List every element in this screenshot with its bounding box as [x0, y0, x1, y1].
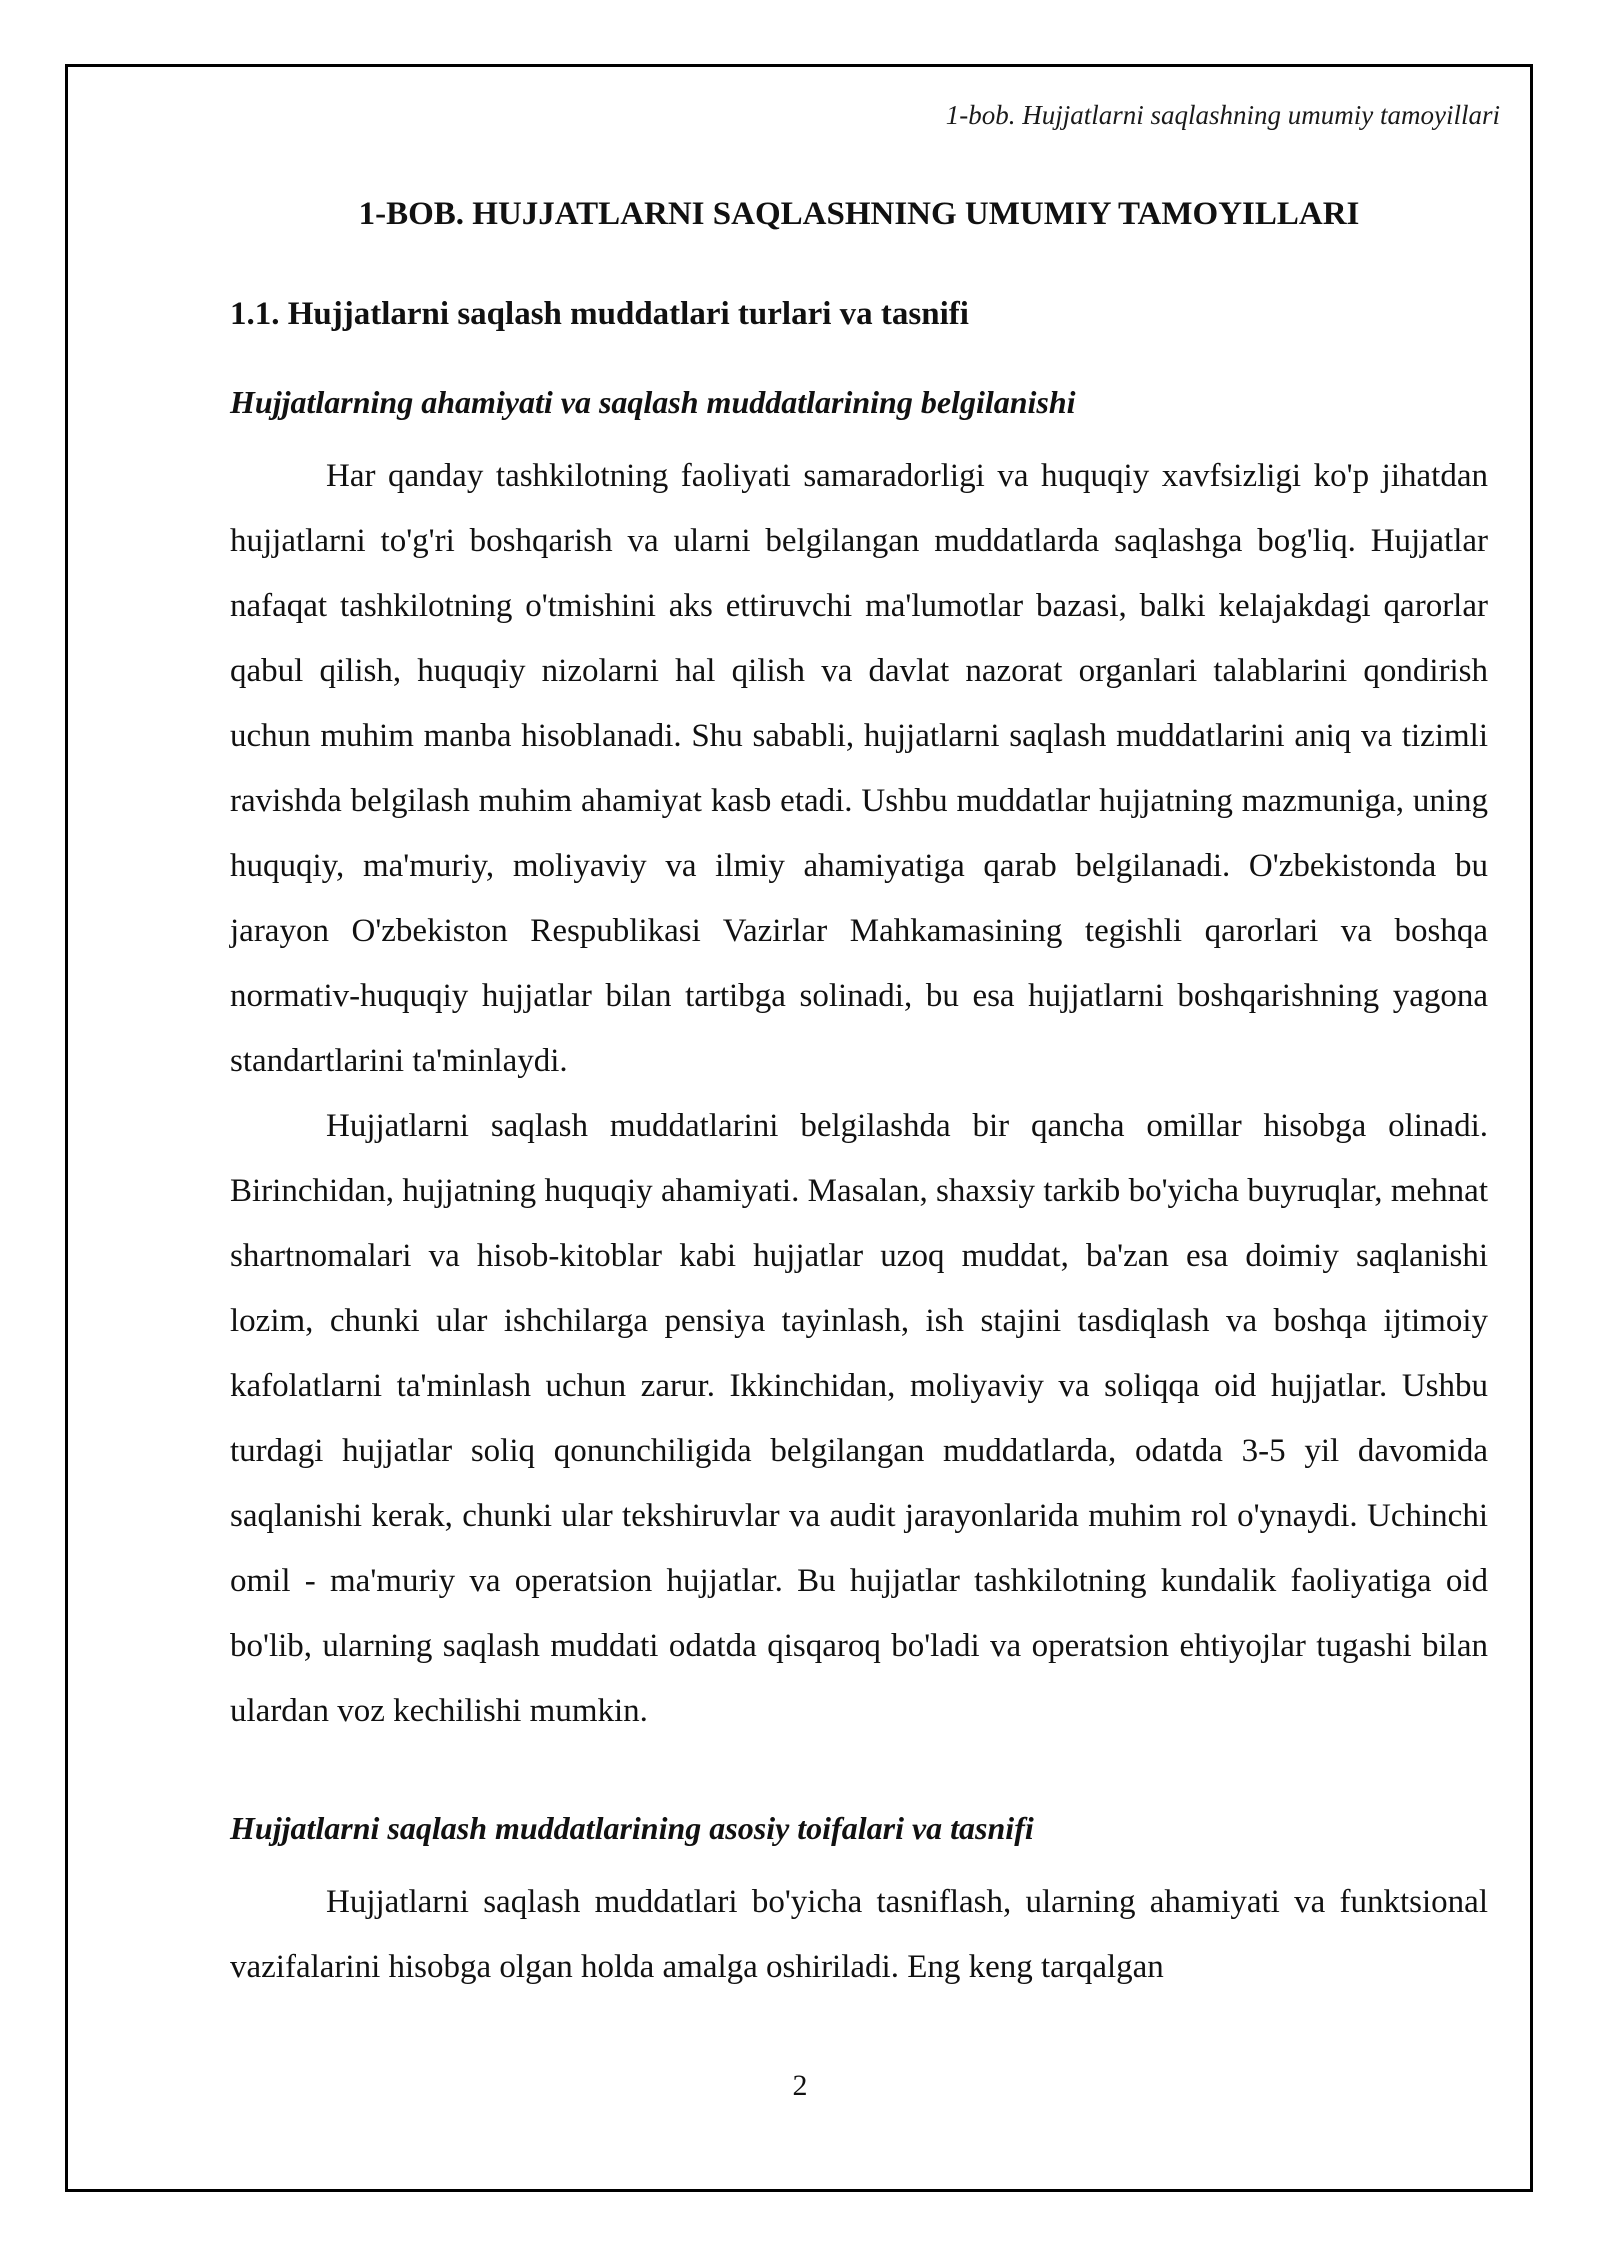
paragraph-3: Hujjatlarni saqlash muddatlari bo'yicha tasniflash, ularning ahamiyati va funktsional vazifalarini hisobga olgan holda amalga oshiriladi. Eng keng tarqalgan — [230, 1884, 1488, 1985]
page-number: 2 — [792, 2069, 808, 2102]
subsection-heading-2: Hujjatlarni saqlash muddatlarining asosiy toifalari va tasnifi — [230, 1810, 1034, 1846]
subsection-heading-1: Hujjatlarning ahamiyati va saqlash muddatlarining belgilanishi — [230, 384, 1076, 420]
page-content — [230, 180, 1488, 2000]
chapter-title: 1-BOB. HUJJATLARNI SAQLASHNING UMUMIY TAMOYILLARI — [358, 196, 1360, 232]
running-header: 1-bob. Hujjatlarni saqlashning umumiy tamoyillari — [945, 100, 1500, 130]
paragraph-2: Hujjatlarni saqlash muddatlarini belgilashda bir qancha omillar hisobga olinadi. Birinchidan, hujjatning huquqiy ahamiyati. Masalan, shaxsiy tarkib bo'yicha buyruqlar, mehnat shartnomalari va hisob-kitoblar kabi hujjatlar uzoq muddat, ba'zan esa doimiy saqlanishi lozim, chunki ular ishchilarga pensiya tayinlash, ish stajini tasdiqlash va boshqa ijtimoiy kafolatlarni ta'minlash uchun zarur. Ikkinchidan, moliyaviy va soliqqa oid hujjatlar. Ushbu turdagi hujjatlar soliq qonunchiligida belgilangan muddatlarda, odatda 3-5 yil davomida saqlanishi kerak, chunki ular tekshiruvlar va audit jarayonlarida muhim rol o'ynaydi. Uchinchi omil - ma'muriy va operatsion hujjatlar. Bu hujjatlar tashkilotning kundalik faoliyatiga oid bo'lib, ularning saqlash muddati odatda qisqaroq bo'ladi va operatsion ehtiyojlar tugashi bilan ulardan voz kechilishi mumkin. — [230, 1108, 1488, 1729]
section-title: 1.1. Hujjatlarni saqlash muddatlari turlari va tasnifi — [230, 296, 969, 332]
paragraph-1: Har qanday tashkilotning faoliyati samaradorligi va huquqiy xavfsizligi ko'p jihatdan hujjatlarni to'g'ri boshqarish va ularni belgilangan muddatlarda saqlashga bog'liq. Hujjatlar nafaqat tashkilotning o'tmishini aks ettiruvchi ma'lumotlar bazasi, balki kelajakdagi qarorlar qabul qilish, huquqiy nizolarni hal qilish va davlat nazorat organlari talablarini qondirish uchun muhim manba hisoblanadi. Shu sababli, hujjatlarni saqlash muddatlarini aniq va tizimli ravishda belgilash muhim ahamiyat kasb etadi. Ushbu muddatlar hujjatning mazmuniga, uning huquqiy, ma'muriy, moliyaviy va ilmiy ahamiyatiga qarab belgilanadi. O'zbekistonda bu jarayon O'zbekiston Respublikasi Vazirlar Mahkamasining tegishli qarorlari va boshqa normativ-huquqiy hujjatlar bilan tartibga solinadi, bu esa hujjatlarni boshqarishning yagona standartlarini ta'minlaydi. — [230, 458, 1488, 1079]
